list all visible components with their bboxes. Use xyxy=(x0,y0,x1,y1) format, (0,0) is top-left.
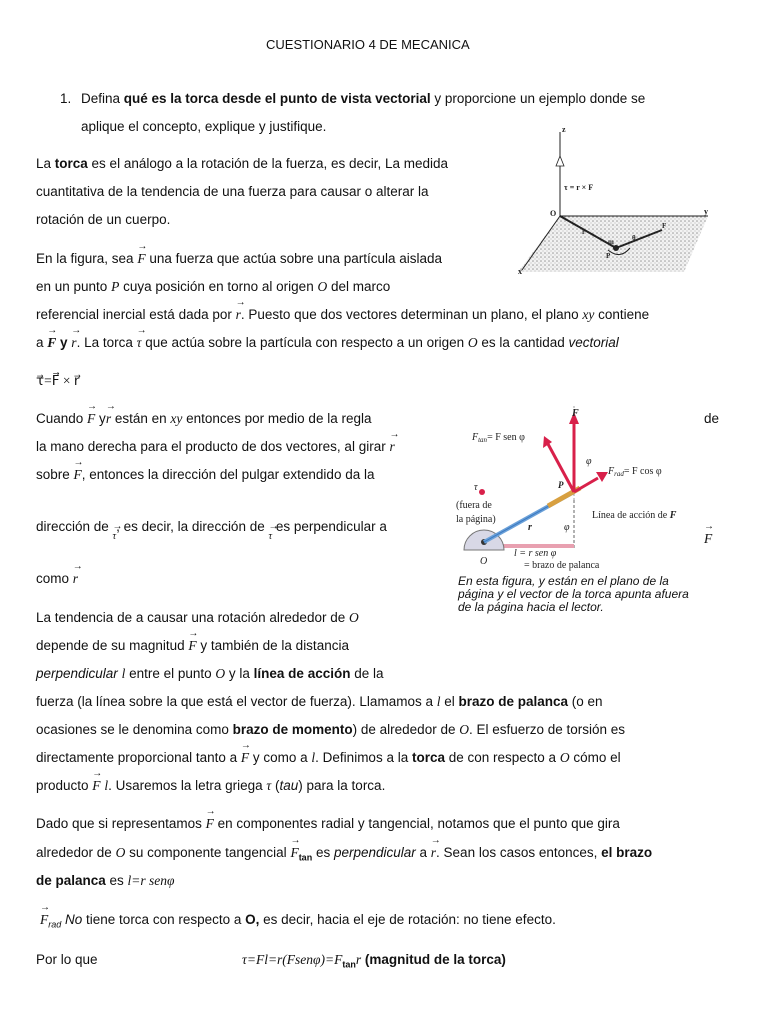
origin-label: O xyxy=(550,209,557,218)
page-title: CUESTIONARIO 4 DE MECANICA xyxy=(266,37,470,52)
question-number: 1. xyxy=(60,91,72,106)
fig2-Ftan: $F_{tan}= F$ sen φ xyxy=(472,432,525,444)
para5-line1: Dado que si representamos → F en componentes radial y tangencial, notamos que el punto que gira xyxy=(36,816,620,832)
para3-line3: sobre → F, entonces la dirección del pulgar extendido da la xyxy=(36,467,374,483)
para5-line3: de palanca es l=r senφ xyxy=(36,873,175,888)
para4-line6: directamente proporcional tanto a → F y como a l. Definimos a la torca de con respecto a O cómo el xyxy=(36,750,621,766)
fig2-r: r xyxy=(528,522,532,533)
para3-line1: Cuando → F y→ r están en xy entonces por medio de la regla xyxy=(36,411,371,427)
fig2-P: P xyxy=(558,480,564,490)
fig2-linea: Línea de acción de F xyxy=(592,510,677,521)
f-label: F xyxy=(662,222,667,230)
para2-line3: referencial inercial está dada por → r. Puesto que dos vectores determinan un plano, el plano xy contiene xyxy=(36,307,649,323)
para3-line4: dirección de → τ, es decir, la dirección de → τ es perpendicular a xyxy=(36,519,387,534)
fig2-tau: τ xyxy=(474,482,478,493)
para3-line5: como → r xyxy=(36,571,78,587)
para1-line2: cuantitativa de la tendencia de una fuerza para causar o alterar la xyxy=(36,184,429,199)
para4-line2: depende de su magnitud → F y también de la distancia xyxy=(36,638,349,654)
torque-eq-label: τ = r × F xyxy=(564,183,594,192)
fig2-phi1: φ xyxy=(586,456,592,467)
para4-line5: ocasiones se le denomina como brazo de momento) de alrededor de O. El esfuerzo de torsión es xyxy=(36,722,626,737)
figure-caption: En esta figura, y están en el plano de la página y el vector de la torca apunta afuera de la página hacia el lector. xyxy=(458,574,689,614)
theta-label: θ xyxy=(632,234,636,242)
m-label: m xyxy=(608,238,614,246)
torque-magnitude-eq: $\tau=Fl=r(Fsen\varphi)=F_{tan}r$ (magnitud de la torca) xyxy=(242,952,506,970)
axis-y-label: y xyxy=(704,207,708,216)
para3-F-right: → F xyxy=(704,531,712,547)
para2-line1: En la figura, sea → F una fuerza que actúa sobre una partícula aislada xyxy=(36,251,442,267)
para1-line1: La torca es el análogo a la rotación de la fuerza, es decir, La medida xyxy=(36,156,449,171)
axis-z-label: z xyxy=(562,125,566,134)
para4-line7: producto → F l. Usaremos la letra griega τ (tau) para la torca. xyxy=(36,778,385,794)
fig2-brazo: = brazo de palanca xyxy=(524,560,600,571)
para5-line2: alrededor de O su componente tangencial → $F_{tan}$ es perpendicular a → r. Sean los casos entonces, el brazo xyxy=(36,845,652,863)
para2-line4: a → F y → r. La torca → τ que actúa sobre la partícula con respecto a un origen O es la cantidad vectorial xyxy=(36,335,619,351)
para3-line2: la mano derecha para el producto de dos vectores, al girar → r xyxy=(36,439,395,455)
para6-line1: → $F_{rad}$ No tiene torca con respecto a O, es decir, hacia el eje de rotación: no tiene efecto. xyxy=(40,912,556,930)
para2-line2: en un punto P cuya posición en torno al origen O del marco xyxy=(36,279,391,294)
fig2-phi2: φ xyxy=(564,522,570,533)
fig2-fuera1: (fuera de xyxy=(456,500,492,511)
fig2-O: O xyxy=(480,556,488,567)
para4-line3: perpendicular l entre el punto O y la línea de acción de la xyxy=(36,666,384,681)
fig2-Frad: $F_{rad}= F$ cos φ xyxy=(608,466,662,478)
fig2-l-eq: l = r sen φ xyxy=(514,548,557,559)
torque-formula: τ⃗=F⃗ × r⃗ xyxy=(36,373,80,388)
para7-label: Por lo que xyxy=(36,952,98,967)
r-label: r xyxy=(582,228,586,236)
para1-line3: rotación de un cuerpo. xyxy=(36,212,171,227)
question-text: Defina qué es la torca desde el punto de vista vectorial y proporcione un ejemplo donde se xyxy=(81,91,646,106)
axis-x-label: x xyxy=(518,267,522,276)
para4-line1: La tendencia de a causar una rotación alrededor de O xyxy=(36,610,359,625)
fig2-F-top: F xyxy=(572,408,579,419)
question-text-line2: aplique el concepto, explique y justifique. xyxy=(81,119,327,134)
fig2-fuera2: la página) xyxy=(456,514,496,525)
torque-3d-figure xyxy=(512,124,714,276)
p-label: P xyxy=(606,252,611,260)
lever-arm-figure xyxy=(452,406,694,574)
para4-line4: fuerza (la línea sobre la que está el vector de fuerza). Llamamos a l el brazo de palanca (o en xyxy=(36,694,603,709)
para3-de: de xyxy=(704,411,720,426)
